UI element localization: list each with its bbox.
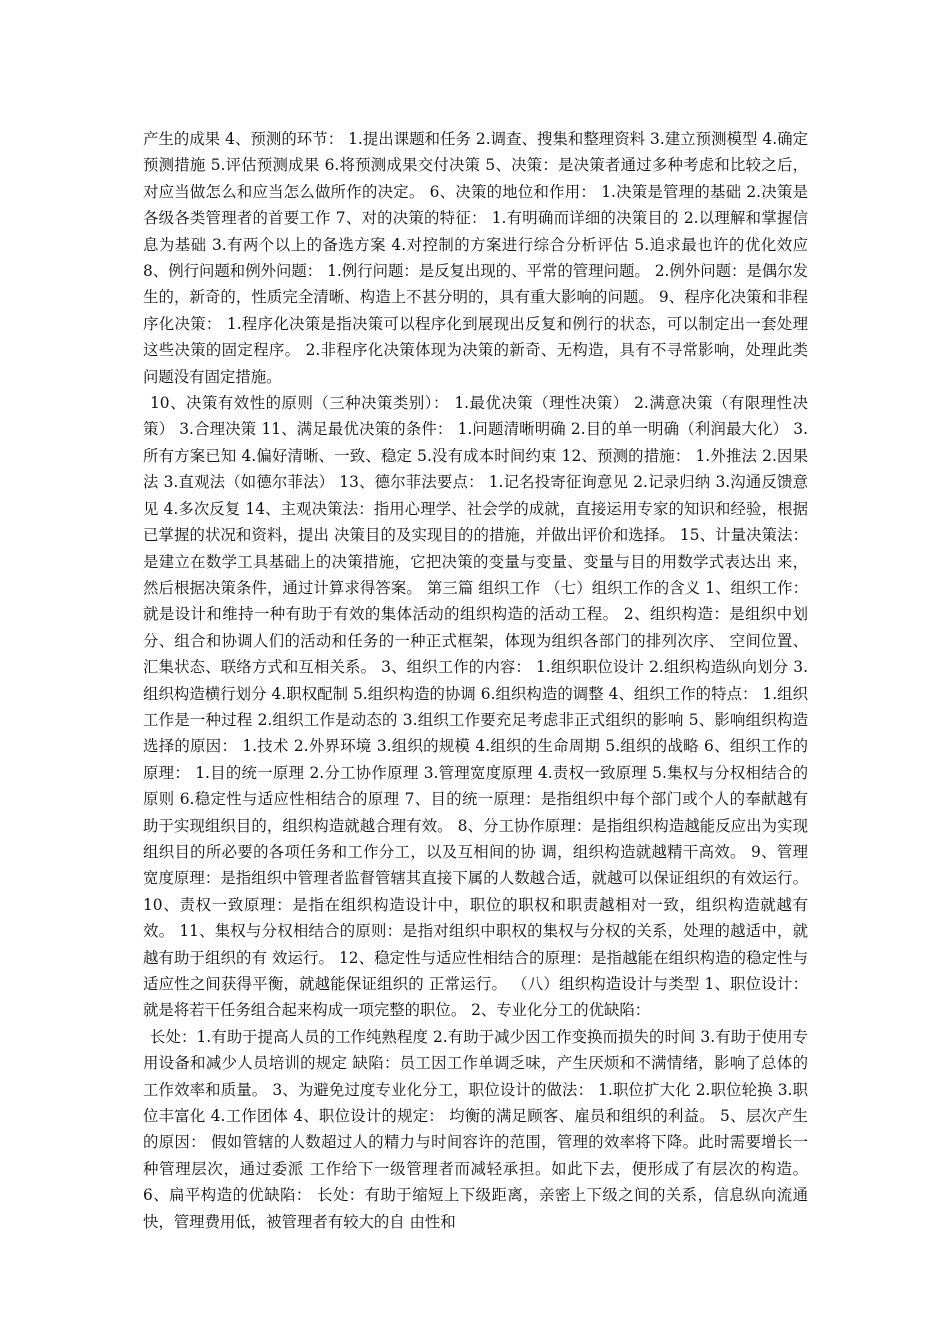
paragraph-organization-section: 10、决策有效性的原则（三种决策类别）： 1.最优决策（理性决策） 2.满意决策（有限理性决策） 3.合理决策 11、满足最优决策的条件： 1.问题清晰明确 2.目的单一明确（利润最大化） 3.所有方案已知 4.偏好清晰、一致、稳定 5.没有成本时间约束 12、预测的措施： 1.外推法 2.因果法 3.直观法（如德尔菲法） 13、德尔菲法要点： 1.记名投寄征询意见 2.记录归纳 3.沟通反馈意见 4.多次反复 14、主观决策法：指用心理学、社会学的成就，直接运用专家的知识和经验，根据已掌握的状况和资料，提出 决策目的及实现目的的措施，并做出评价和选择。 15、计量决策法：是建立在数学工具基础上的决策措施，它把决策的变量与变量、变量与目的用数学式表达出 来，然后根据决策条件，通过计算求得答案。 第三篇 组织工作 （七）组织工作的含义 1、组织工作：就是设计和维持一种有助于有效的集体活动的组织构造的活动工程。 2、组织构造：是组织中划分、组合和协调人们的活动和任务的一种正式框架，体现为组织各部门的排列次序、 空间位置、汇集状态、联络方式和互相关系。 3、组织工作的内容： 1.组织职位设计 2.组织构造纵向划分 3.组织构造横行划分 4.职权配制 5.组织构造的协调 6.组织构造的调整 4、组织工作的特点： 1.组织工作是一种过程 2.组织工作是动态的 3.组织工作要充足考虑非正式组织的影响 5、影响组织构造选择的原因： 1.技术 2.外界环境 3.组织的规模 4.组织的生命周期 5.组织的战略 6、组织工作的原理： 1.目的统一原理 2.分工协作原理 3.管理宽度原理 4.责权一致原理 5.集权与分权相结合的原则 6.稳定性与适应性相结合的原理 7、目的统一原理：是指组织中每个部门或个人的奉献越有助于实现组织目的，组织构造就越合理有效。 8、分工协作原理：是指组织构造越能反应出为实现组织目的所必要的各项任务和工作分工，以及互相间的协 调，组织构造就越精干高效。 9、管理宽度原理：是指组织中管理者监督管辖其直接下属的人数越合适，就越可以保证组织的有效运行。 10、责权一致原理：是指在组织构造设计中，职位的职权和职责越相对一致，组织构造就越有效。 11、集权与分权相结合的原则：是指对组织中职权的集权与分权的关系，处理的越适中，就越有助于组织的有 效运行。 12、稳定性与适应性相结合的原理：是指越能在组织构造的稳定性与适应性之间获得平衡，就越能保证组织的 正常运行。 （八）组织构造设计与类型 1、职位设计：就是将若干任务组合起来构成一项完整的职位。 2、专业化分工的优缺陷： xyxy=(143,394,808,1020)
paragraph-decision-section: 产生的成果 4、预测的环节： 1.提出课题和任务 2.调查、搜集和整理资料 3.建立预测模型 4.确定预测措施 5.评估预测成果 6.将预测成果交付决策 5、决策：是决策者通过多种考虑和比较之后，对应当做怎么和应当怎么做所作的决定。 6、决策的地位和作用： 1.决策是管理的基础 2.决策是各级各类管理者的首要工作 7、对的决策的特征： 1.有明确而详细的决策目的 2.以理解和掌握信息为基础 3.有两个以上的备选方案 4.对控制的方案进行综合分析评估 5.追求最也许的优化效应 8、例行问题和例外问题： 1.例行问题：是反复出现的、平常的管理问题。 2.例外问题：是偶尔发生的，新奇的，性质完全清晰、构造上不甚分明的，具有重大影响的问题。 9、程序化决策和非程序化决策： 1.程序化决策是指决策可以程序化到展现出反复和例行的状态，可以制定出一套处理这些决策的固定程序。 2.非程序化决策体现为决策的新奇、无构造，具有不寻常影响，处理此类问题没有固定措施。 xyxy=(143,130,808,386)
paragraph-specialization-section: 长处：1.有助于提高人员的工作纯熟程度 2.有助于减少因工作变换而损失的时间 3.有助于使用专用设备和减少人员培训的规定 缺陷：员工因工作单调乏味，产生厌烦和不满情绪，影响了总体的工作效率和质量。 3、为避免过度专业化分工，职位设计的做法： 1.职位扩大化 2.职位轮换 3.职位丰富化 4.工作团体 4、职位设计的规定： 均衡的满足顾客、雇员和组织的利益。 5、层次产生的原因： 假如管辖的人数超过人的精力与时间容许的范围，管理的效率将下降。此时需要增长一种管理层次，通过委派 工作给下一级管理者而减轻承担。如此下去，便形成了有层次的构造。 6、扁平构造的优缺陷： 长处：有助于缩短上下级距离，亲密上下级之间的关系，信息纵向流通快，管理费用低，被管理者有较大的自 由性和 xyxy=(143,1027,808,1231)
document-body xyxy=(143,126,808,1235)
